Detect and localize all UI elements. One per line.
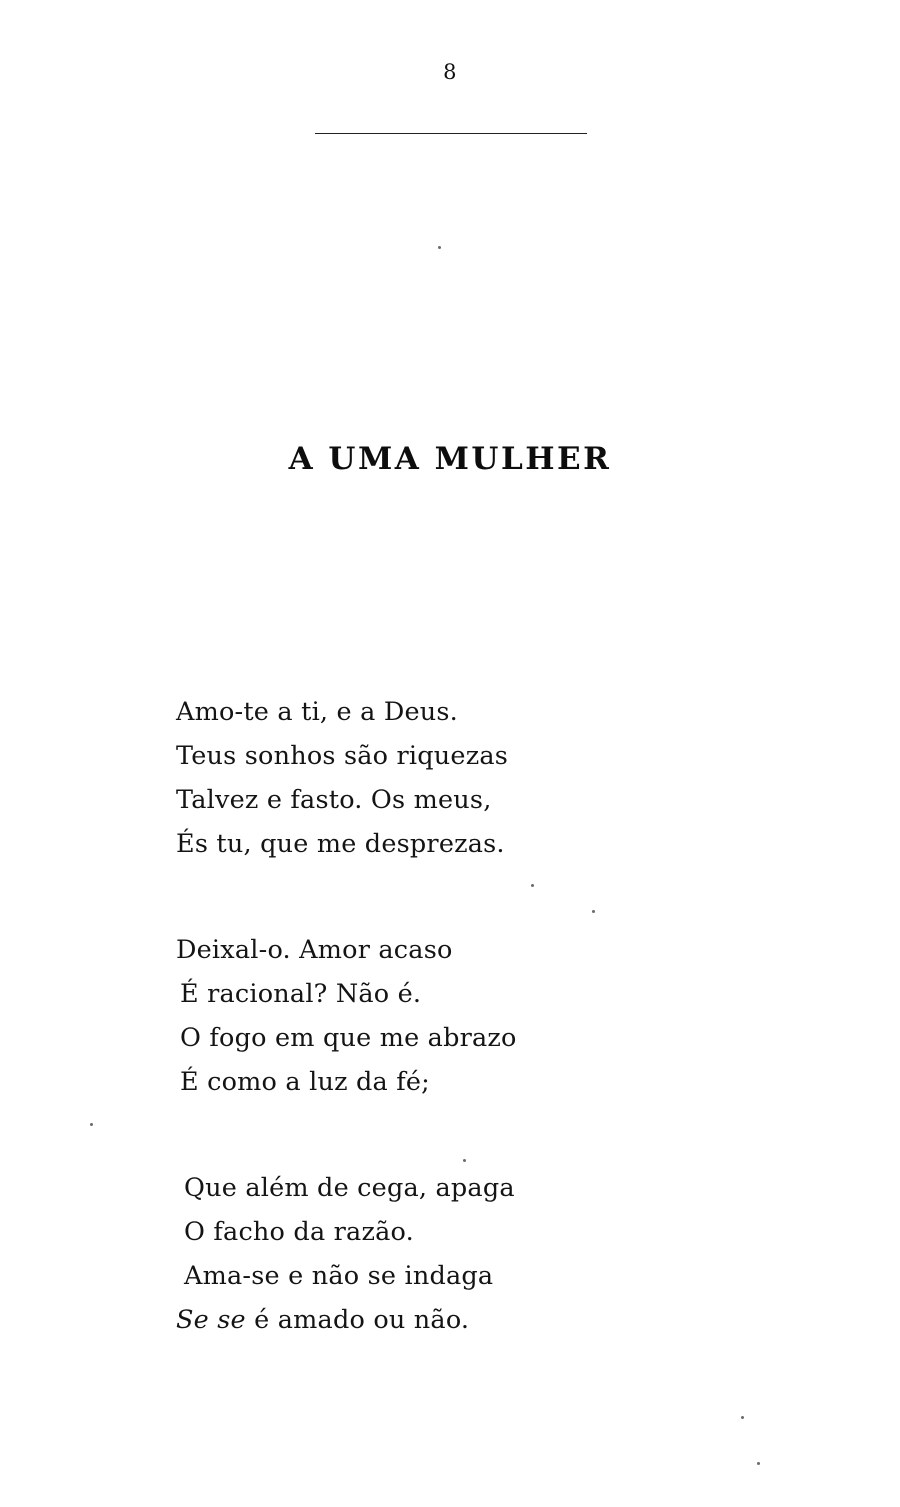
stanza-1 xyxy=(176,690,696,866)
poem-line-italic-part: Se se xyxy=(176,1305,255,1335)
page-number: 8 xyxy=(443,60,457,84)
poem-line: És tu, que me desprezas. xyxy=(176,829,505,859)
poem-line: É racional? Não é. xyxy=(180,979,422,1009)
poem-line-italic xyxy=(176,1298,696,1342)
poem-line: Talvez e fasto. Os meus, xyxy=(176,785,492,815)
paper-speck xyxy=(592,910,595,913)
paper-speck xyxy=(90,1123,93,1126)
stanza-3 xyxy=(176,1166,696,1342)
header-rule xyxy=(315,133,587,134)
paper-speck xyxy=(531,884,534,887)
paper-speck xyxy=(438,246,441,249)
poem-line: Ama-se e não se indaga xyxy=(184,1261,494,1291)
poem-line: É como a luz da fé; xyxy=(180,1067,430,1097)
poem-line: Teus sonhos são riquezas xyxy=(176,741,509,771)
poem-line: Deixal-o. Amor acaso xyxy=(176,935,453,965)
poem-body xyxy=(176,690,696,1342)
page-title: A UMA MULHER xyxy=(288,441,612,477)
poem-line-roman-part: é amado ou não. xyxy=(254,1305,470,1335)
stanza-2 xyxy=(176,928,696,1104)
poem-line: O fogo em que me abrazo xyxy=(180,1023,517,1053)
paper-speck xyxy=(741,1416,744,1419)
poem-line: O facho da razão. xyxy=(184,1217,414,1247)
paper-speck xyxy=(757,1462,760,1465)
poem-line: Que além de cega, apaga xyxy=(184,1173,515,1203)
paper-speck xyxy=(463,1159,466,1162)
poem-line: Amo-te a ti, e a Deus. xyxy=(176,697,458,727)
